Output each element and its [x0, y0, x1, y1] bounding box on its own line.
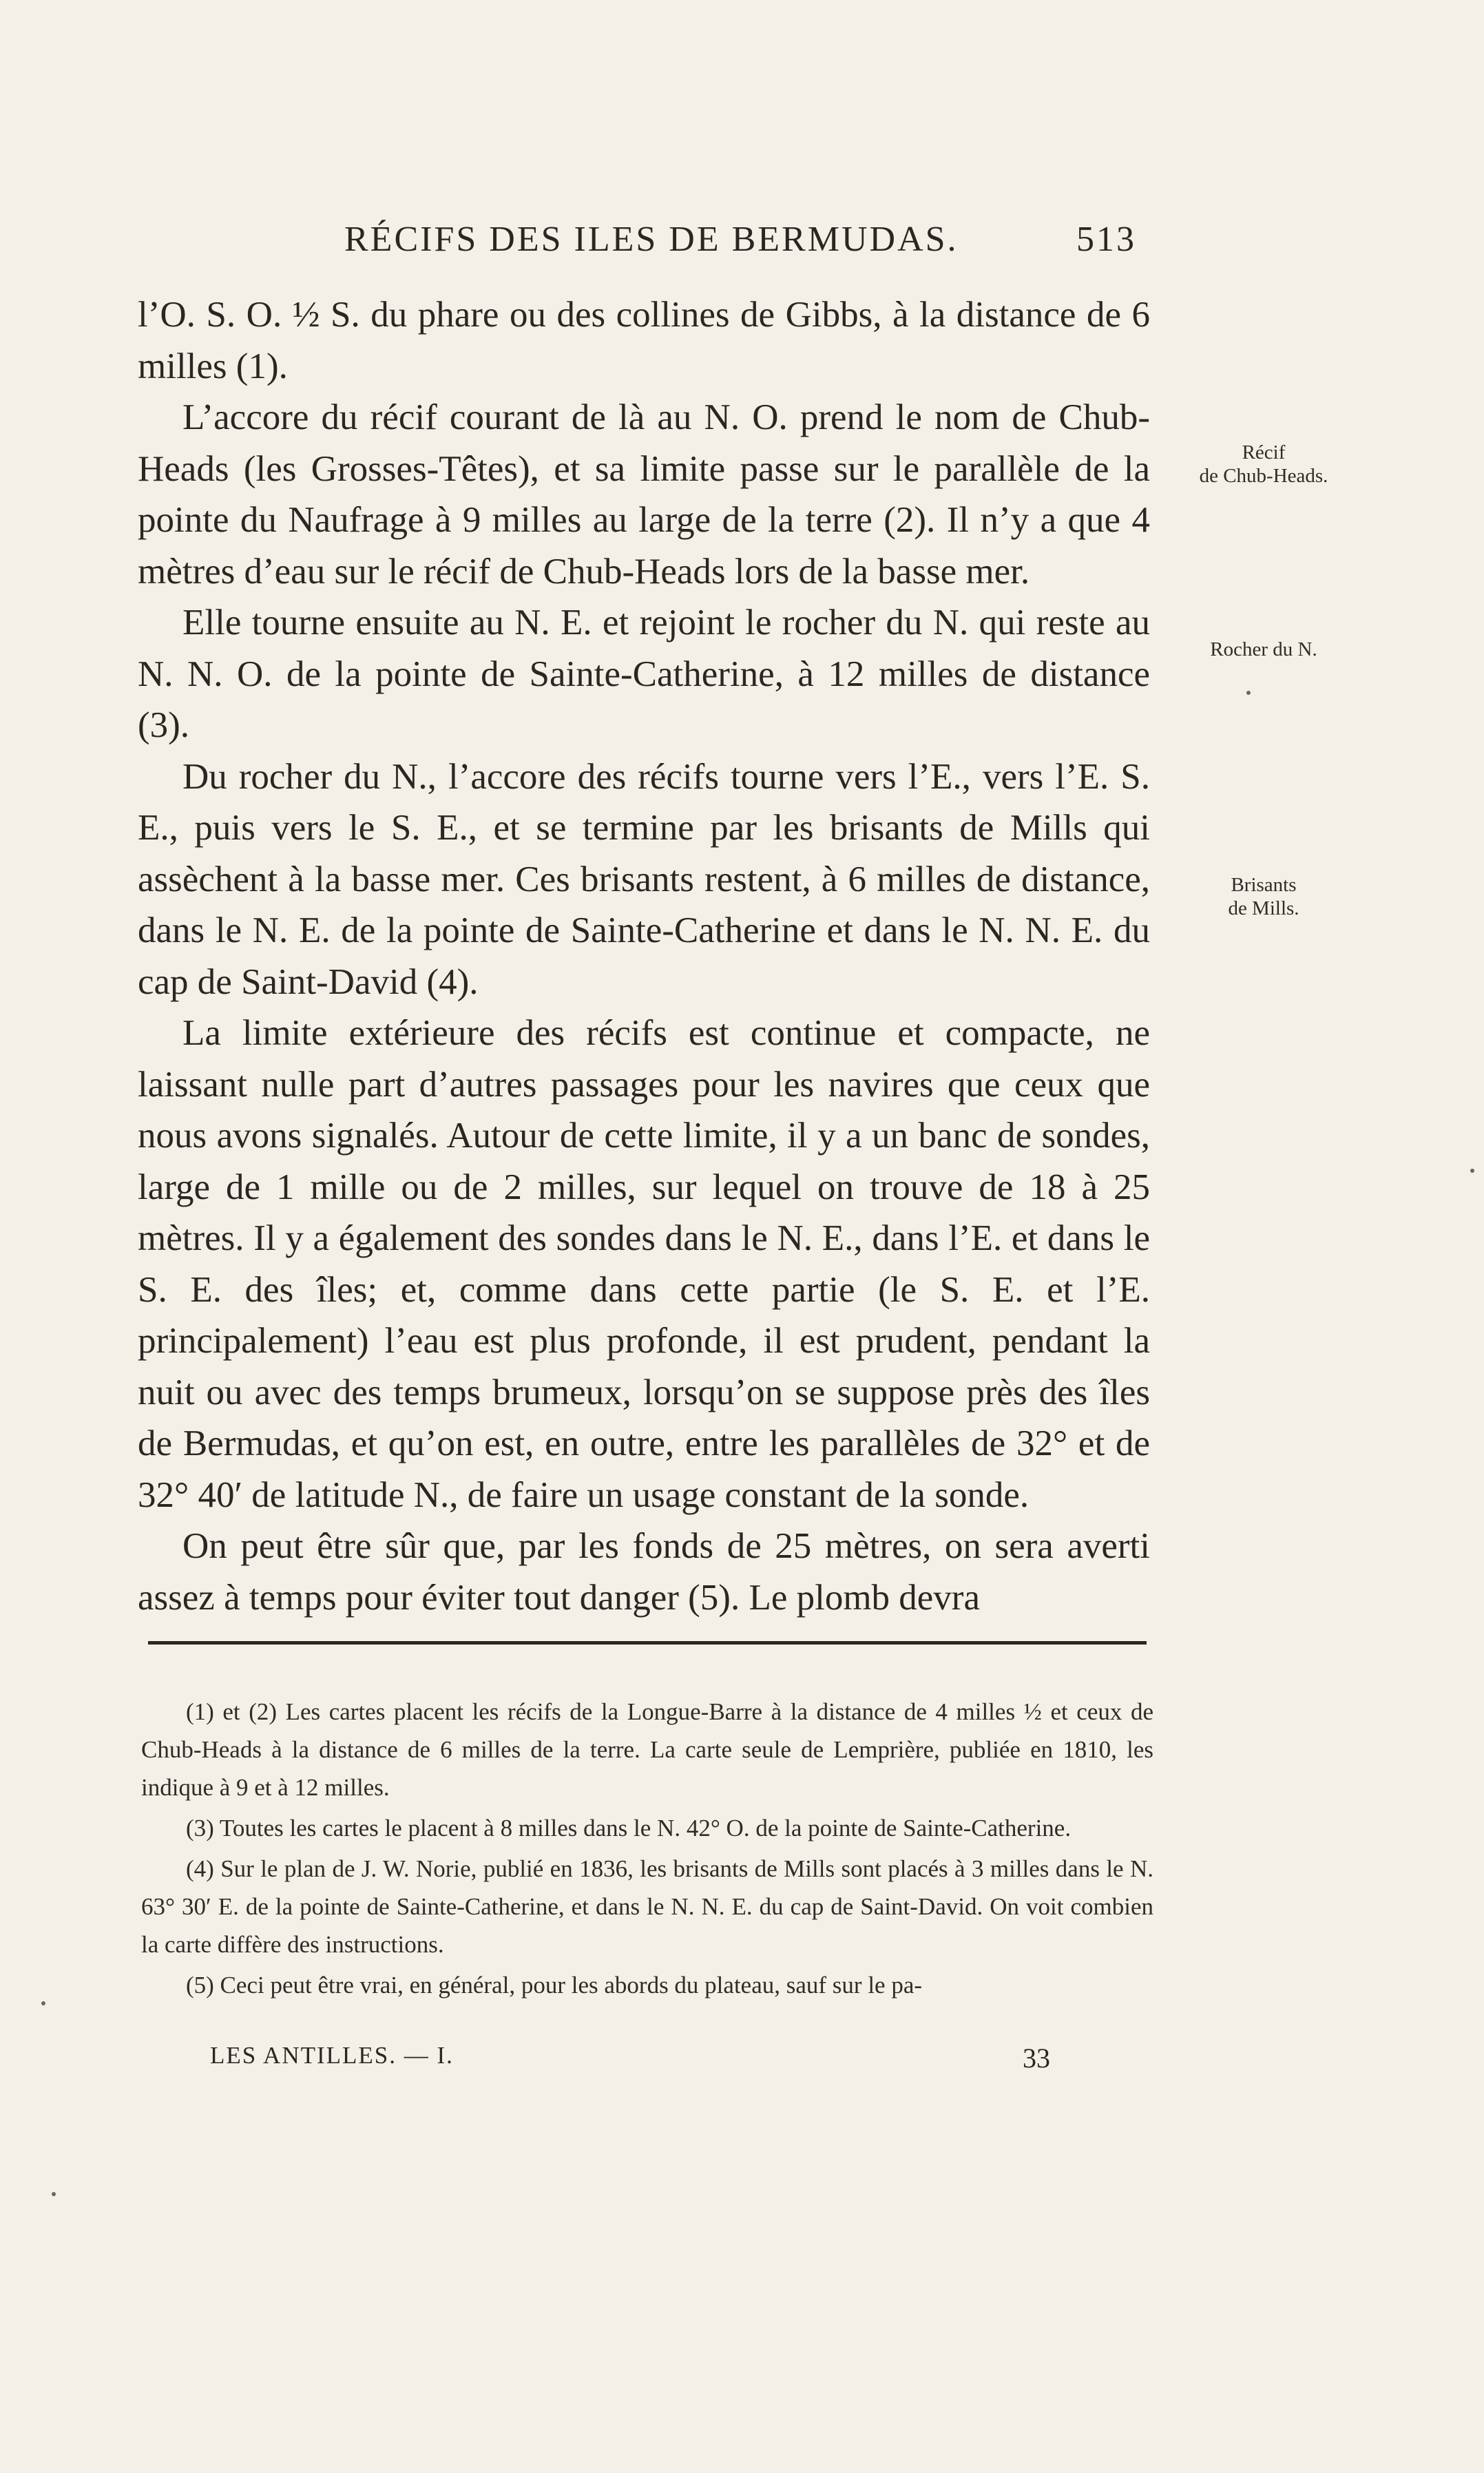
footnote-5: (5) Ceci peut être vrai, en général, pour les abords du plateau, sauf sur le pa-: [186, 1972, 923, 1999]
main-text: [138, 289, 1150, 1623]
margin-note-line: Rocher du N.: [1210, 638, 1317, 660]
sheet-number: 33: [1023, 2043, 1050, 2074]
signature-mark: LES ANTILLES. — I.: [210, 2042, 454, 2069]
paragraph-6: On peut être sûr que, par les fonds de 25 mètres, on sera averti assez à temps pour éviter tout danger (5). Le plomb devra: [138, 1526, 1150, 1618]
footnote-1-2: (1) et (2) Les cartes placent les récifs de la Longue-Barre à la distance de 4 milles ½ et ceux de Chub-Heads à la distance de 6 milles de la terre. La carte seule de Lemprière, publiée en 1810, les indique à 9 et à 12 milles.: [141, 1698, 1153, 1801]
margin-note-line: Récif: [1242, 441, 1286, 463]
paper-speck: [1470, 1169, 1474, 1173]
margin-note-line: de Chub-Heads.: [1199, 465, 1328, 487]
page-footer: [141, 2042, 1105, 2076]
paper-speck: [41, 2001, 45, 2005]
margin-note-chub-heads: [1164, 441, 1363, 488]
margin-note-rocher: [1164, 638, 1363, 661]
paragraph-3: Elle tourne ensuite au N. E. et rejoint le rocher du N. qui reste au N. N. O. de la pointe de Sainte-Catherine, à 12 milles de distance (3).: [138, 603, 1150, 745]
running-header: [138, 219, 1150, 274]
footnote-3: (3) Toutes les cartes le placent à 8 milles dans le N. 42° O. de la pointe de Sainte-Catherine.: [186, 1815, 1072, 1841]
paper-speck: [52, 2192, 56, 2196]
running-title: RÉCIFS DES ILES DE BERMUDAS.: [344, 220, 959, 259]
margin-note-line: Brisants: [1231, 874, 1297, 896]
footnotes: [141, 1693, 1153, 2007]
paragraph-1: l’O. S. O. ½ S. du phare ou des collines de Gibbs, à la distance de 6 milles (1).: [138, 295, 1150, 386]
page-number: 513: [1076, 220, 1136, 259]
paper-speck: [1246, 691, 1251, 695]
footnote-rule: [148, 1641, 1147, 1645]
paragraph-4: Du rocher du N., l’accore des récifs tourne vers l’E., vers l’E. S. E., puis vers le S. E., et se termine par les brisants de Mills qui assèchent à la basse mer. Ces brisants restent, à 6 milles de distance, dans le N. E. de la pointe de Sainte-Catherine et dans le N. N. E. du cap de Saint-David (4).: [138, 756, 1150, 1002]
margin-note-mills: [1164, 873, 1363, 920]
footnote-4: (4) Sur le plan de J. W. Norie, publié en 1836, les brisants de Mills sont placés à 3 milles dans le N. 63° 30′ E. de la pointe de Sainte-Catherine, et dans le N. N. E. du cap de Saint-David. On voit combien la carte diffère des instructions.: [141, 1855, 1153, 1958]
paragraph-5: La limite extérieure des récifs est continue et compacte, ne laissant nulle part d’autres passages pour les navires que ceux que nous avons signalés. Autour de cette limite, il y a un banc de sondes, large de 1 mille ou de 2 milles, sur lequel on trouve de 18 à 25 mètres. Il y a également des sondes dans le N. E., dans l’E. et dans le S. E. des îles; et, comme dans cette partie (le S. E. et l’E. principalement) l’eau est plus profonde, il est prudent, pendant la nuit ou avec des temps brumeux, lorsqu’on se suppose près des îles de Bermudas, et qu’on est, en outre, entre les parallèles de 32° et de 32° 40′ de latitude N., de faire un usage constant de la sonde.: [138, 1013, 1150, 1515]
margin-note-line: de Mills.: [1228, 897, 1299, 919]
paragraph-2: L’accore du récif courant de là au N. O. prend le nom de Chub-Heads (les Grosses-Têtes), et sa limite passe sur le parallèle de la pointe du Naufrage à 9 milles au large de la terre (2). Il n’y a que 4 mètres d’eau sur le récif de Chub-Heads lors de la basse mer.: [138, 397, 1150, 592]
